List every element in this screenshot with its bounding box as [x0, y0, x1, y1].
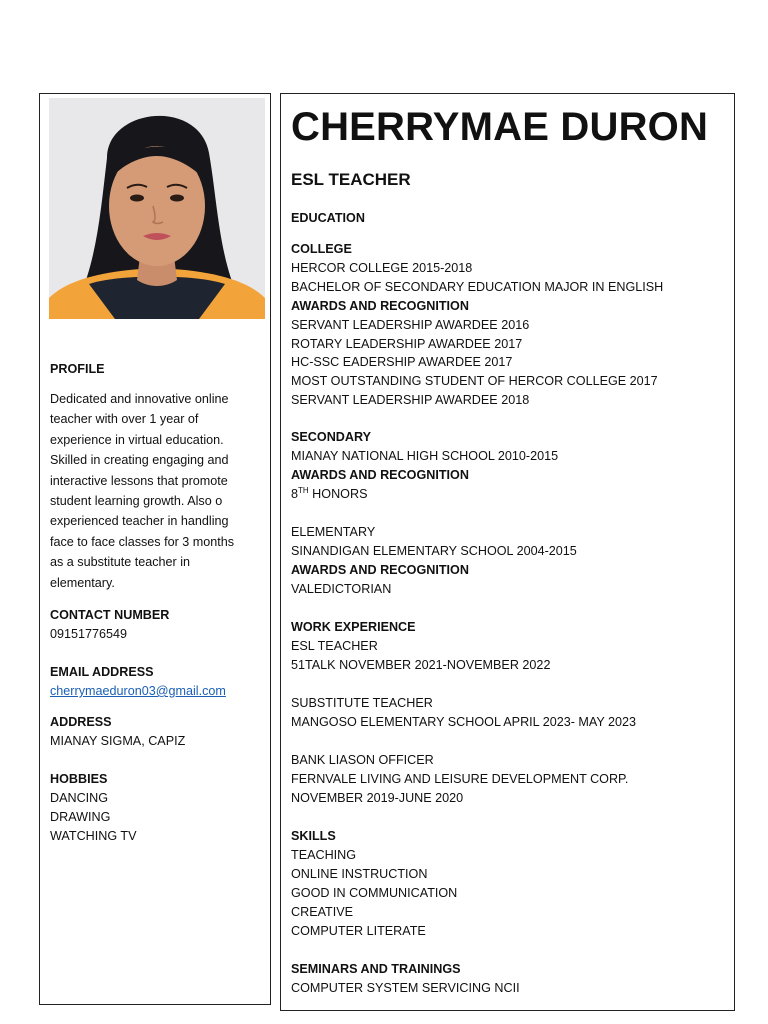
skills-heading: SKILLS — [291, 829, 336, 843]
elementary-award: VALEDICTORIAN — [291, 581, 392, 596]
portrait-illustration — [49, 98, 265, 319]
education-heading: EDUCATION — [291, 211, 365, 225]
profile-line: elementary. — [50, 575, 115, 590]
profile-line: interactive lessons that promote — [50, 473, 228, 488]
profile-heading: PROFILE — [50, 362, 105, 376]
job-title: ESL TEACHER — [291, 638, 378, 653]
sidebar-panel — [39, 93, 271, 1005]
job-detail: 51TALK NOVEMBER 2021-NOVEMBER 2022 — [291, 657, 551, 672]
contact-heading: CONTACT NUMBER — [50, 608, 170, 622]
award-item: MOST OUTSTANDING STUDENT OF HERCOR COLLEGE 2017 — [291, 374, 658, 389]
award-rank: 8 — [291, 486, 299, 501]
award-item: SERVANT LEADERSHIP AWARDEE 2018 — [291, 393, 530, 408]
skill-item: ONLINE INSTRUCTION — [291, 866, 428, 881]
college-school: HERCOR COLLEGE 2015-2018 — [291, 260, 473, 275]
college-section — [291, 240, 728, 410]
seminars-section — [291, 960, 728, 998]
work-entry-2 — [291, 694, 728, 732]
address-section — [50, 713, 262, 751]
candidate-name: CHERRYMAE DURON — [291, 105, 709, 149]
profile-line: experience in virtual education. — [50, 432, 224, 447]
award-item: HC-SSC EADERSHIP AWARDEE 2017 — [291, 355, 513, 370]
email-section — [50, 663, 262, 701]
work-section — [291, 618, 728, 675]
profile-line: face to face classes for 3 months — [50, 534, 235, 549]
elementary-school: SINANDIGAN ELEMENTARY SCHOOL 2004-2015 — [291, 543, 577, 558]
profile-line: Skilled in creating engaging and — [50, 453, 229, 468]
main-panel — [280, 93, 735, 1011]
college-degree: BACHELOR OF SECONDARY EDUCATION MAJOR IN ENGLISH — [291, 279, 664, 294]
hobbies-heading: HOBBIES — [50, 772, 108, 786]
work-entry-3 — [291, 751, 728, 808]
skill-item: GOOD IN COMMUNICATION — [291, 885, 458, 900]
profile-photo — [49, 98, 265, 319]
profile-line: Dedicated and innovative online — [50, 392, 229, 406]
email-heading: EMAIL ADDRESS — [50, 665, 154, 679]
job-title: BANK LIASON OFFICER — [291, 753, 434, 767]
address-heading: ADDRESS — [50, 715, 112, 729]
seminar-item: COMPUTER SYSTEM SERVICING NCII — [291, 980, 520, 995]
elementary-awards-heading: AWARDS AND RECOGNITION — [291, 562, 469, 577]
award-item: SERVANT LEADERSHIP AWARDEE 2016 — [291, 317, 530, 332]
address-value: MIANAY SIGMA, CAPIZ — [50, 734, 186, 748]
skill-item: COMPUTER LITERATE — [291, 923, 426, 938]
seminars-heading: SEMINARS AND TRAININGS — [291, 962, 461, 976]
email-link[interactable]: cherrymaeduron03@gmail.com — [50, 684, 226, 698]
profile-line: as a substitute teacher in — [50, 555, 191, 570]
skills-section — [291, 827, 728, 940]
work-heading: WORK EXPERIENCE — [291, 620, 416, 634]
college-heading: COLLEGE — [291, 242, 352, 256]
award-rank-label: HONORS — [308, 486, 368, 501]
profile-line: teacher with over 1 year of — [50, 412, 199, 427]
profile-line: student learning growth. Also o — [50, 494, 223, 509]
secondary-awards-heading: AWARDS AND RECOGNITION — [291, 467, 469, 482]
award-rank-suffix: TH — [298, 485, 309, 495]
secondary-school: MIANAY NATIONAL HIGH SCHOOL 2010-2015 — [291, 448, 559, 463]
elementary-section — [291, 523, 728, 599]
secondary-heading: SECONDARY — [291, 430, 372, 444]
hobbies-section — [50, 770, 262, 846]
profile-line: experienced teacher in handling — [50, 514, 229, 529]
hobby-item: DANCING — [50, 791, 109, 805]
job-title: SUBSTITUTE TEACHER — [291, 696, 433, 710]
candidate-role: ESL TEACHER — [291, 170, 411, 189]
skill-item: TEACHING — [291, 847, 357, 862]
secondary-award — [291, 485, 728, 504]
profile-summary — [50, 389, 262, 593]
skill-item: CREATIVE — [291, 904, 354, 919]
secondary-section — [291, 428, 728, 504]
contact-number: 09151776549 — [50, 627, 128, 641]
contact-section — [50, 606, 262, 644]
job-detail: MANGOSO ELEMENTARY SCHOOL APRIL 2023- MAY 2023 — [291, 714, 637, 729]
job-detail: FERNVALE LIVING AND LEISURE DEVELOPMENT CORP. — [291, 771, 629, 786]
award-item: ROTARY LEADERSHIP AWARDEE 2017 — [291, 336, 523, 351]
college-awards-heading: AWARDS AND RECOGNITION — [291, 298, 469, 313]
hobby-item: DRAWING — [50, 810, 111, 824]
job-dates: NOVEMBER 2019-JUNE 2020 — [291, 790, 464, 805]
hobby-item: WATCHING TV — [50, 829, 137, 843]
elementary-heading: ELEMENTARY — [291, 525, 376, 539]
